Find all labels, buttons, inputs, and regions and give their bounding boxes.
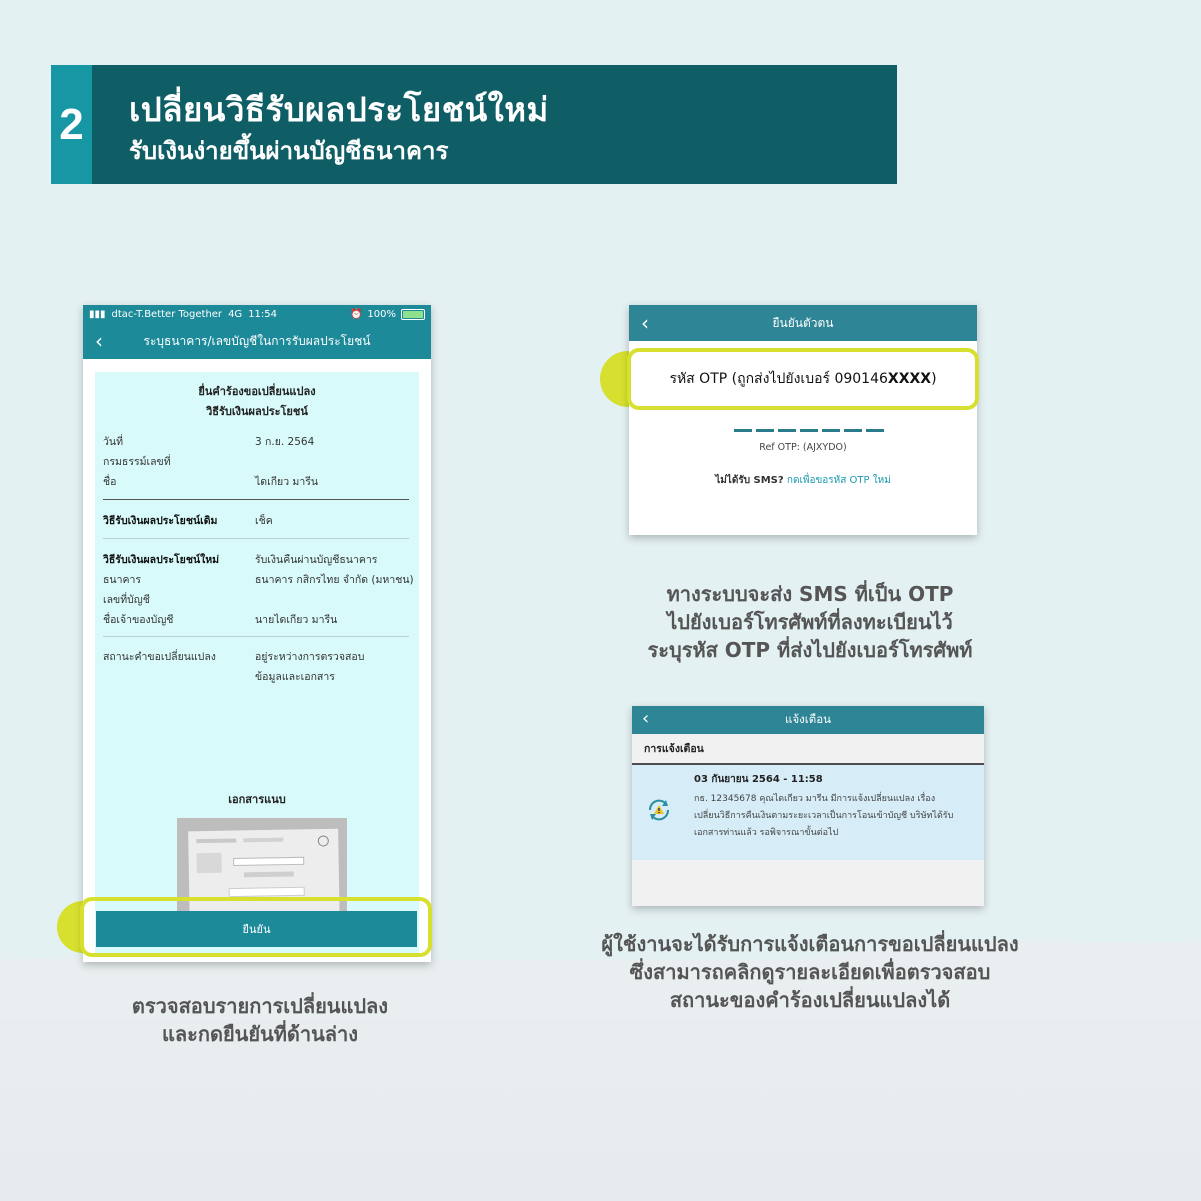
notification-date: 03 กันยายน 2564 - 11:58: [694, 774, 823, 785]
resend-row: [629, 473, 977, 488]
status-value-2: ข้อมูลและเอกสาร: [255, 671, 335, 683]
nav-bar: [632, 706, 984, 734]
no-sms-text: ไม่ได้รับ SMS?: [715, 475, 784, 486]
confirm-button[interactable]: ยืนยัน: [96, 911, 417, 947]
date-label: วันที่: [103, 436, 123, 448]
notification-body-line2: เปลี่ยนวิธีการคืนเงินตามระยะเวลาเป็นการโอนเข้าบัญชี บริษัทได้รับ: [694, 811, 954, 821]
divider: [103, 636, 409, 637]
step-number: 2: [51, 65, 92, 184]
card-heading-line1: ยื่นคำร้องขอเปลี่ยนแปลง: [198, 385, 316, 398]
account-no-label: เลขที่บัญชี: [103, 594, 150, 606]
notification-body-line1: กธ. 12345678 คุณไดเกียว มารีน มีการแจ้งเปลี่ยนแปลง เรื่อง: [694, 794, 936, 804]
clock: 11:54: [248, 308, 278, 320]
account-owner-value: นายไดเกียว มารีน: [255, 614, 338, 626]
old-method-label: วิธีรับเงินผลประโยชน์เดิม: [103, 515, 218, 527]
banner-subtitle: รับเงินง่ายขึ้นผ่านบัญชีธนาคาร: [129, 137, 449, 165]
banner-title: เปลี่ยนวิธีรับผลประโยชน์ใหม่: [129, 90, 549, 129]
resend-otp-link[interactable]: กดเพื่อขอรหัส OTP ใหม่: [786, 475, 891, 486]
header-banner: [51, 65, 897, 184]
name-label: ชื่อ: [103, 476, 117, 488]
battery-icon: [401, 309, 425, 320]
otp-label-text: รหัส OTP (ถูกส่งไปยังเบอร์ 090146: [669, 371, 888, 387]
new-method-value: รับเงินคืนผ่านบัญชีธนาคาร: [255, 554, 378, 566]
request-summary-card: [95, 372, 419, 955]
back-chevron-icon[interactable]: ‹: [642, 708, 650, 729]
caption-otp-line2: ไปยังเบอร์โทรศัพท์ที่ลงทะเบียนไว้: [667, 610, 953, 634]
back-chevron-icon[interactable]: ‹: [95, 329, 103, 353]
account-owner-label: ชื่อเจ้าของบัญชี: [103, 614, 174, 626]
notification-body: [694, 791, 974, 842]
review-request-screen: [83, 305, 431, 962]
attachment-title: เอกสารแนบ: [228, 793, 286, 806]
caption-otp-line3: ระบุรหัส OTP ที่ส่งไปยังเบอร์โทรศัพท์: [647, 638, 973, 662]
status-label: สถานะคำขอเปลี่ยนแปลง: [103, 651, 216, 663]
status-value: อยู่ระหว่างการตรวจสอบ: [255, 651, 365, 663]
date-value: 3 ก.ย. 2564: [255, 436, 315, 448]
otp-phone-mask: XXXX: [887, 371, 932, 387]
nav-title: ระบุธนาคาร/เลขบัญชีในการรับผลประโยชน์: [143, 333, 371, 348]
notification-item[interactable]: [632, 765, 984, 860]
back-chevron-icon[interactable]: ‹: [641, 311, 649, 335]
otp-verify-screen: [629, 305, 977, 535]
empty-area: [632, 860, 984, 906]
caption-review-line2: และกดยืนยันที่ด้านล่าง: [161, 1022, 359, 1046]
notification-body-line3: เอกสารท่านแล้ว รอพิจารณาขั้นต่อไป: [694, 828, 839, 838]
bank-value: ธนาคาร กสิกรไทย จำกัด (มหาชน): [255, 574, 414, 586]
ref-otp: Ref OTP: (AJXYDO): [759, 442, 847, 453]
section-header: การแจ้งเตือน: [632, 734, 984, 765]
alarm-icon: ⏰: [349, 308, 363, 320]
otp-label-close: ): [931, 371, 937, 387]
new-method-label: วิธีรับเงินผลประโยชน์ใหม่: [103, 554, 220, 566]
name-value: ไดเกียว มารีน: [255, 476, 319, 488]
network-type: 4G: [228, 308, 243, 320]
divider: [103, 499, 409, 500]
otp-input[interactable]: [734, 429, 884, 432]
notification-screen: [632, 706, 984, 906]
old-method-value: เช็ค: [255, 515, 273, 527]
caption-review: [60, 992, 460, 1048]
status-bar: [83, 305, 431, 323]
nav-title: แจ้งเตือน: [785, 712, 831, 726]
nav-bar: [629, 305, 977, 341]
refresh-alert-icon: [644, 795, 674, 829]
divider: [103, 538, 409, 539]
caption-review-line1: ตรวจสอบรายการเปลี่ยนแปลง: [131, 994, 389, 1018]
caption-notification: [530, 930, 1090, 1014]
otp-highlight: [627, 348, 979, 410]
caption-notification-line3: สถานะของคำร้องเปลี่ยนแปลงได้: [669, 988, 951, 1012]
card-heading-line2: วิธีรับเงินผลประโยชน์: [206, 405, 308, 418]
nav-title: ยืนยันตัวตน: [772, 315, 834, 330]
signal-icon: ▮▮▮: [89, 308, 106, 320]
caption-otp: [560, 580, 1060, 664]
carrier-name: dtac-T.Better Together: [111, 308, 223, 320]
caption-otp-line1: ทางระบบจะส่ง SMS ที่เป็น OTP: [666, 582, 954, 606]
caption-notification-line1: ผู้ใช้งานจะได้รับการแจ้งเตือนการขอเปลี่ยนแปลง: [601, 932, 1019, 956]
nav-bar: [83, 323, 431, 359]
card-heading: [95, 382, 419, 422]
policy-label: กรมธรรม์เลขที่: [103, 456, 171, 468]
bank-label: ธนาคาร: [103, 574, 142, 586]
confirm-highlight: [80, 897, 432, 957]
caption-notification-line2: ซึ่งสามารถคลิกดูรายละเอียดเพื่อตรวจสอบ: [629, 960, 991, 984]
battery-percent: 100%: [367, 308, 396, 320]
